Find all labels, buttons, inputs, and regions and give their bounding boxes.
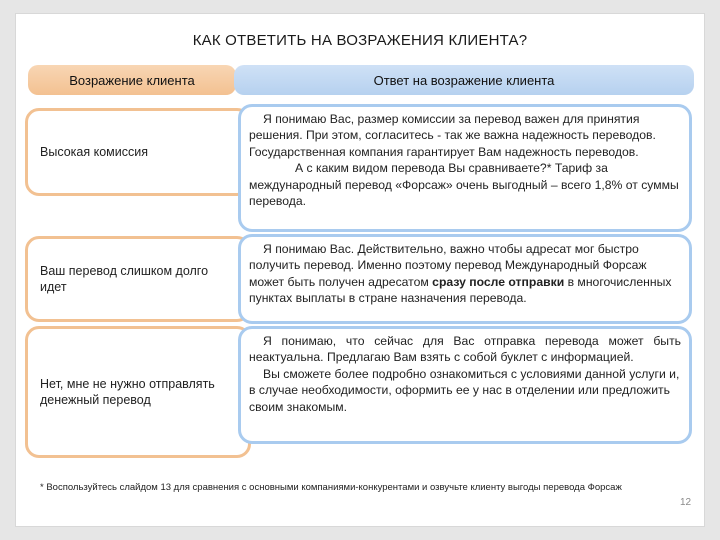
- answer-text: Я понимаю Вас. Действительно, важно чтобы адресат мог быстро получить перевод. Именно поэтому перевод Международный Форсаж может быть получен адресатом: [249, 242, 647, 289]
- answer-emphasis: сразу после отправки: [432, 274, 565, 289]
- answer-paragraph: А с каким видом перевода Вы сравниваете?* Тариф за международный перевод «Форсаж» очень выгодный – всего 1,8% от суммы перевода.: [249, 161, 679, 209]
- answer-text: в многочисленных пунктах выплаты в стране назначения перевода.: [249, 274, 672, 306]
- answer-paragraph: Я понимаю, что сейчас для Вас отправка перевода может быть неактуальна. Предлагаю Вам взять с собой буклет с информацией.: [249, 334, 681, 365]
- answer-box: [238, 104, 692, 232]
- answer-box: [238, 234, 692, 324]
- footnote: * Воспользуйтесь слайдом 13 для сравнения с основными компаниями-конкурентами и озвучьте клиенту выгоды перевода Форсаж: [40, 482, 622, 493]
- objection-box: [25, 108, 251, 196]
- header-answer: Ответ на возражение клиента: [234, 65, 694, 95]
- answer-paragraph: [249, 241, 681, 307]
- objection-text: Высокая комиссия: [40, 145, 148, 159]
- objection-box: [25, 236, 251, 322]
- answer-box: [238, 326, 692, 444]
- answer-paragraph: Я понимаю Вас, размер комиссии за перевод важен для принятия решения. При этом, согласитесь - так же важна надежность переводов. Государственная компания гарантирует Вам надежность переводов.: [249, 112, 656, 159]
- answer-paragraph: Вы сможете более подробно ознакомиться с условиями данной услуги и, в случае необходимости, оформить ее у нас в отделении или предложить своим знакомым.: [249, 366, 680, 414]
- page-title: КАК ОТВЕТИТЬ НА ВОЗРАЖЕНИЯ КЛИЕНТА?: [192, 32, 528, 49]
- objection-box: [25, 326, 251, 458]
- objection-text: Нет, мне не нужно отправлять денежный перевод: [40, 377, 215, 407]
- page-number: 12: [680, 497, 692, 508]
- objection-text: Ваш перевод слишком долго идет: [40, 264, 209, 294]
- slide: [16, 14, 704, 526]
- header-objection: Возражение клиента: [28, 65, 236, 95]
